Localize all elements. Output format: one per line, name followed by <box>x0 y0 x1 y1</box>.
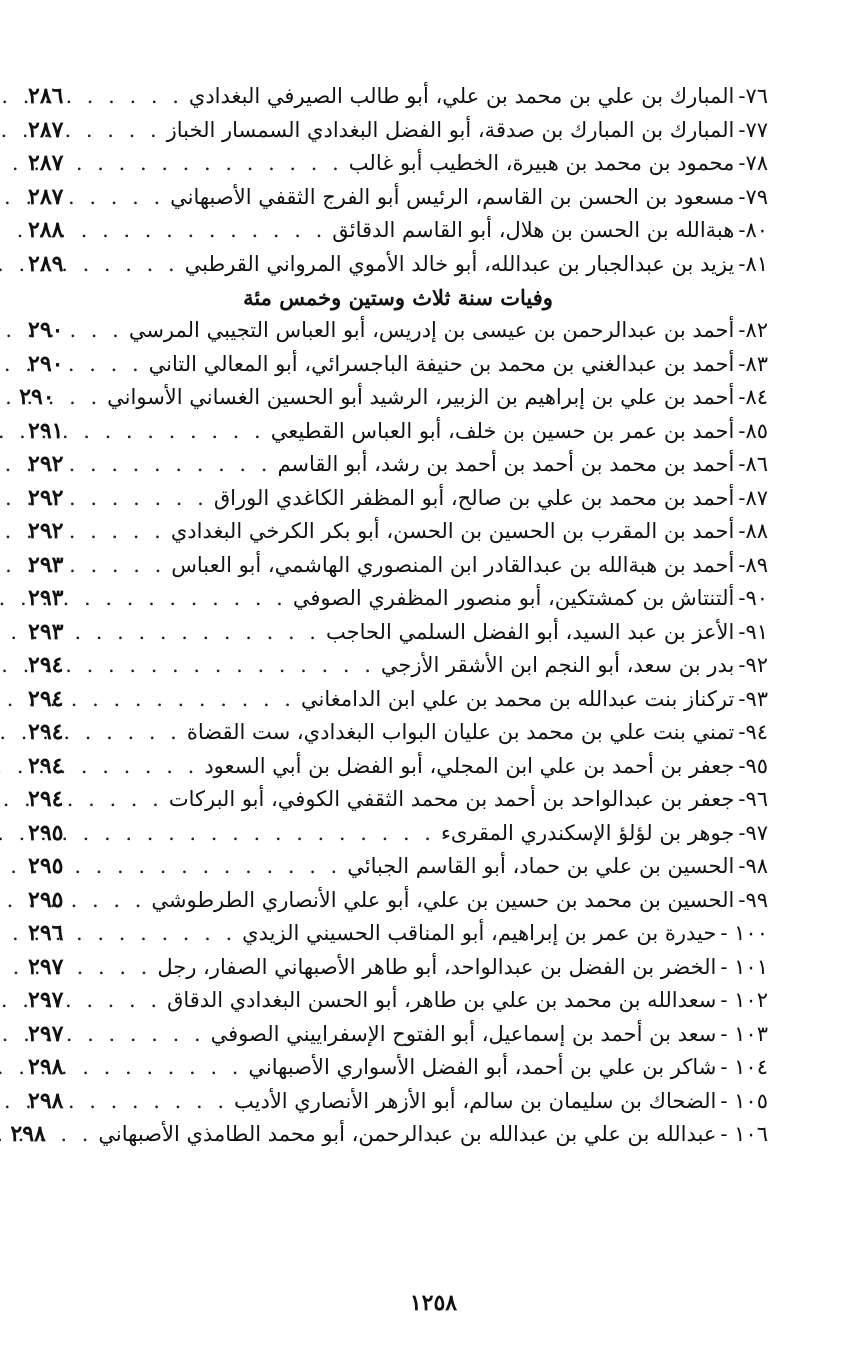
entry-page-number: ٢٩٤ <box>28 752 64 779</box>
entry-number: ٩١- <box>738 619 768 644</box>
entry-page-number: ٢٩٨ <box>28 1087 64 1114</box>
entry-number: ٩٩- <box>738 887 768 912</box>
toc-entry <box>28 683 768 717</box>
dot-leader <box>94 482 214 516</box>
table-of-contents <box>10 80 768 1152</box>
toc-entry <box>28 649 768 683</box>
entry-page-number: ٢٩٦ <box>28 920 64 946</box>
entry-page-number: ٢٩٧ <box>28 987 64 1013</box>
dot-leader <box>94 314 129 348</box>
toc-entry <box>28 984 768 1018</box>
entry-page-number: ٢٩٧ <box>28 953 64 980</box>
entry-title: هبةالله بن الحسن بن هلال، أبو القاسم الدقائق <box>332 218 735 242</box>
entry-number: ٨٧- <box>738 485 768 510</box>
entry-title: الحسين بن محمد بن حسين بن علي، أبو علي الأنصاري الطرطوشي <box>151 887 735 912</box>
dot-leader <box>94 683 301 717</box>
dot-leader <box>94 817 441 851</box>
entry-title: بدر بن سعد، أبو النجم ابن الأشقر الأزجي <box>380 653 735 677</box>
toc-entry <box>28 214 768 248</box>
toc-entry <box>28 1051 768 1085</box>
entry-number: ٩٢- <box>738 653 768 677</box>
entry-number: ٨٨- <box>738 519 768 543</box>
dot-leader <box>94 1018 211 1052</box>
toc-entry <box>28 917 768 951</box>
entry-title: شاكر بن علي بن أحمد، أبو الفضل الأسواري الأصبهاني <box>248 1055 717 1079</box>
dot-leader <box>94 248 185 282</box>
entries-after <box>10 314 768 1152</box>
entry-number: ١٠١ - <box>720 954 768 979</box>
entries-before <box>28 80 768 281</box>
entry-title: أحمد بن عبدالغني بن محمد بن حنيفة الباجسرائي، أبو المعالي التاني <box>148 351 735 376</box>
entry-page-number: ٢٩١ <box>28 417 64 444</box>
dot-leader <box>94 415 271 449</box>
toc-entry <box>28 1018 768 1052</box>
entry-page-number: ٢٨٩ <box>28 250 64 277</box>
entry-number: ٩٠- <box>738 586 768 610</box>
entry-number: ٨٢- <box>738 318 768 342</box>
entry-title: حيدرة بن عمر بن إبراهيم، أبو المناقب الحسيني الزيدي <box>242 921 717 945</box>
entry-number: ١٠٦ - <box>720 1122 768 1146</box>
toc-entry <box>28 314 768 348</box>
entry-title: الحسين بن علي بن حماد، أبو القاسم الجبائي <box>347 854 735 878</box>
toc-entry <box>28 750 768 784</box>
entry-number: ٨٠- <box>738 218 768 242</box>
entry-title: سعدالله بن محمد بن علي بن طاهر، أبو الحسن البغدادي الدقاق <box>167 988 717 1012</box>
toc-entry <box>28 415 768 449</box>
entry-page-number: ٢٩٨ <box>28 1054 64 1080</box>
dot-leader <box>94 750 204 784</box>
entry-title: تمني بنت علي بن محمد بن عليان البواب البغدادي، ست القضاة <box>186 720 735 744</box>
dot-leader <box>94 348 149 382</box>
toc-entry <box>28 248 768 282</box>
entry-number: ٩٦- <box>738 787 768 811</box>
dot-leader <box>94 80 189 114</box>
dot-leader <box>94 549 171 583</box>
toc-entry <box>28 80 768 114</box>
entry-number: ١٠٥ - <box>720 1088 768 1113</box>
entry-page-number: ٢٨٧ <box>28 183 64 210</box>
page-number: ١٢٥٨ <box>409 1290 458 1316</box>
entry-title: جعفر بن أحمد بن علي ابن المجلي، أبو الفضل بن أبي السعود <box>204 753 735 778</box>
toc-entry <box>28 549 768 583</box>
entry-page-number: ٢٩٣ <box>28 585 64 611</box>
entry-title: أحمد بن هبةالله بن عبدالقادر ابن المنصوري الهاشمي، أبو العباس <box>171 552 735 577</box>
entry-number: ٩٤- <box>738 720 768 744</box>
entry-number: ٩٨- <box>738 854 768 878</box>
toc-entry <box>28 181 768 215</box>
entry-page-number: ٢٩٤ <box>28 719 64 745</box>
entry-title: أحمد بن محمد بن علي بن صالح، أبو المظفر الكاغدي الوراق <box>213 485 735 510</box>
toc-entry <box>28 616 768 650</box>
entry-number: ٧٧- <box>738 117 768 142</box>
entry-page-number: ٢٩٠ <box>19 384 55 410</box>
entry-number: ٨٣- <box>738 351 768 376</box>
entry-title: الضحاك بن سليمان بن سالم، أبو الأزهر الأنصاري الأديب <box>234 1088 717 1113</box>
entry-title: المبارك بن المبارك بن صدقة، أبو الفضل البغدادي السمسار الخباز <box>166 117 735 142</box>
entry-number: ٩٣- <box>738 686 768 711</box>
entry-page-number: ٢٩٣ <box>28 551 64 578</box>
toc-entry <box>28 515 768 549</box>
entry-page-number: ٢٩٠ <box>28 317 64 343</box>
entry-number: ٨١- <box>738 251 768 276</box>
entry-title: أحمد بن محمد بن أحمد بن أحمد بن رشد، أبو القاسم <box>277 452 735 476</box>
dot-leader <box>85 381 107 415</box>
toc-entry <box>28 114 768 148</box>
dot-leader <box>94 114 167 148</box>
toc-entry <box>28 582 768 616</box>
entry-page-number: ٢٩٤ <box>28 786 64 812</box>
entry-page-number: ٢٩٢ <box>28 451 64 477</box>
entry-page-number: ٢٩٥ <box>28 819 64 846</box>
entry-number: ٩٥- <box>738 753 768 778</box>
dot-leader <box>94 884 151 918</box>
toc-entry <box>28 817 768 851</box>
entry-page-number: ٢٩٥ <box>28 853 64 879</box>
entry-title: عبدالله بن علي بن عبدالله بن عبدالرحمن، أبو محمد الطامذي الأصبهاني <box>98 1122 717 1146</box>
entry-title: محمود بن محمد بن هبيرة، الخطيب أبو غالب <box>348 151 735 175</box>
entry-page-number: ٢٩٠ <box>28 350 64 377</box>
toc-entry <box>19 381 768 415</box>
entry-title: أحمد بن المقرب بن الحسين بن الحسن، أبو بكر الكرخي البغدادي <box>170 519 735 543</box>
entry-page-number: ٢٩٢ <box>28 484 64 511</box>
entry-number: ١٠٢ - <box>720 988 768 1012</box>
entry-title: جوهر بن لؤلؤ الإسكندري المقرىء <box>440 820 735 845</box>
toc-entry <box>10 1118 768 1152</box>
entry-number: ٨٦- <box>738 452 768 476</box>
section-heading: وفيات سنة ثلاث وستين وخمس مئة <box>243 285 553 310</box>
toc-entry <box>28 1085 768 1119</box>
entry-title: أحمد بن عمر بن حسين بن خلف، أبو العباس القطيعي <box>270 418 735 443</box>
toc-entry <box>28 716 768 750</box>
entry-page-number: ٢٩٥ <box>28 886 64 913</box>
entry-page-number: ٢٩٤ <box>28 685 64 712</box>
entry-number: ١٠٣ - <box>720 1021 768 1046</box>
dot-leader <box>94 582 293 616</box>
entry-title: أحمد بن عبدالرحمن بن عيسى بن إدريس، أبو العباس التجيبي المرسي <box>128 318 735 342</box>
dot-leader <box>94 448 277 482</box>
dot-leader <box>94 1085 234 1119</box>
entry-title: تركناز بنت عبدالله بن محمد بن علي ابن الدامغاني <box>300 686 735 711</box>
entry-title: مسعود بن الحسن بن القاسم، الرئيس أبو الفرج الثقفي الأصبهاني <box>170 184 735 209</box>
toc-entry <box>28 884 768 918</box>
entry-page-number: ٢٩٨ <box>10 1121 46 1147</box>
dot-leader <box>94 214 332 248</box>
dot-leader <box>94 515 171 549</box>
toc-entry <box>28 448 768 482</box>
entry-page-number: ٢٨٦ <box>28 83 64 109</box>
dot-leader <box>94 716 187 750</box>
entry-page-number: ٢٩٢ <box>28 518 64 544</box>
dot-leader <box>94 616 326 650</box>
toc-entry <box>28 850 768 884</box>
dot-leader <box>94 951 157 985</box>
toc-entry <box>28 147 768 181</box>
entry-title: المبارك بن علي بن محمد بن علي، أبو طالب الصيرفي البغدادي <box>188 84 735 108</box>
dot-leader <box>94 1051 248 1085</box>
entry-page-number: ٢٩٧ <box>28 1020 64 1047</box>
entry-title: يزيد بن عبدالجبار بن عبدالله، أبو خالد الأموي المرواني القرطبي <box>184 251 735 276</box>
toc-entry <box>28 482 768 516</box>
toc-entry <box>28 348 768 382</box>
toc-entry <box>28 783 768 817</box>
toc-entry <box>28 951 768 985</box>
dot-leader <box>94 984 167 1018</box>
dot-leader <box>94 147 349 181</box>
dot-leader <box>94 917 242 951</box>
dot-leader <box>94 649 381 683</box>
entry-title: الأعز بن عبد السيد، أبو الفضل السلمي الحاجب <box>325 619 735 644</box>
entry-number: ٨٤- <box>738 385 768 409</box>
entry-number: ١٠٠ - <box>720 921 768 945</box>
entry-page-number: ٢٨٨ <box>28 217 64 243</box>
dot-leader <box>94 783 169 817</box>
entry-number: ١٠٤ - <box>720 1055 768 1079</box>
entry-page-number: ٢٨٧ <box>28 150 64 176</box>
entry-title: الخضر بن الفضل بن عبدالواحد، أبو طاهر الأصبهاني الصفار، رجل <box>157 954 717 979</box>
entry-title: سعد بن أحمد بن إسماعيل، أبو الفتوح الإسفراييني الصوفي <box>210 1021 717 1046</box>
dot-leader <box>94 181 170 215</box>
entry-page-number: ٢٨٧ <box>28 116 64 143</box>
entry-title: ألتنتاش بن كمشتكين، أبو منصور المظفري الصوفي <box>292 586 735 610</box>
entry-number: ٧٩- <box>738 184 768 209</box>
entry-page-number: ٢٩٤ <box>28 652 64 678</box>
entry-page-number: ٢٩٣ <box>28 618 64 645</box>
entry-title: أحمد بن علي بن إبراهيم بن الزبير، الرشيد أبو الحسين الغساني الأسواني <box>107 385 735 409</box>
entry-number: ٨٩- <box>738 552 768 577</box>
dot-leader <box>76 1118 98 1152</box>
entry-number: ٧٦- <box>738 84 768 108</box>
dot-leader <box>94 850 347 884</box>
entry-number: ٩٧- <box>738 820 768 845</box>
entry-title: جعفر بن عبدالواحد بن أحمد بن محمد الثقفي الكوفي، أبو البركات <box>168 787 735 811</box>
entry-number: ٧٨- <box>738 151 768 175</box>
entry-number: ٨٥- <box>738 418 768 443</box>
